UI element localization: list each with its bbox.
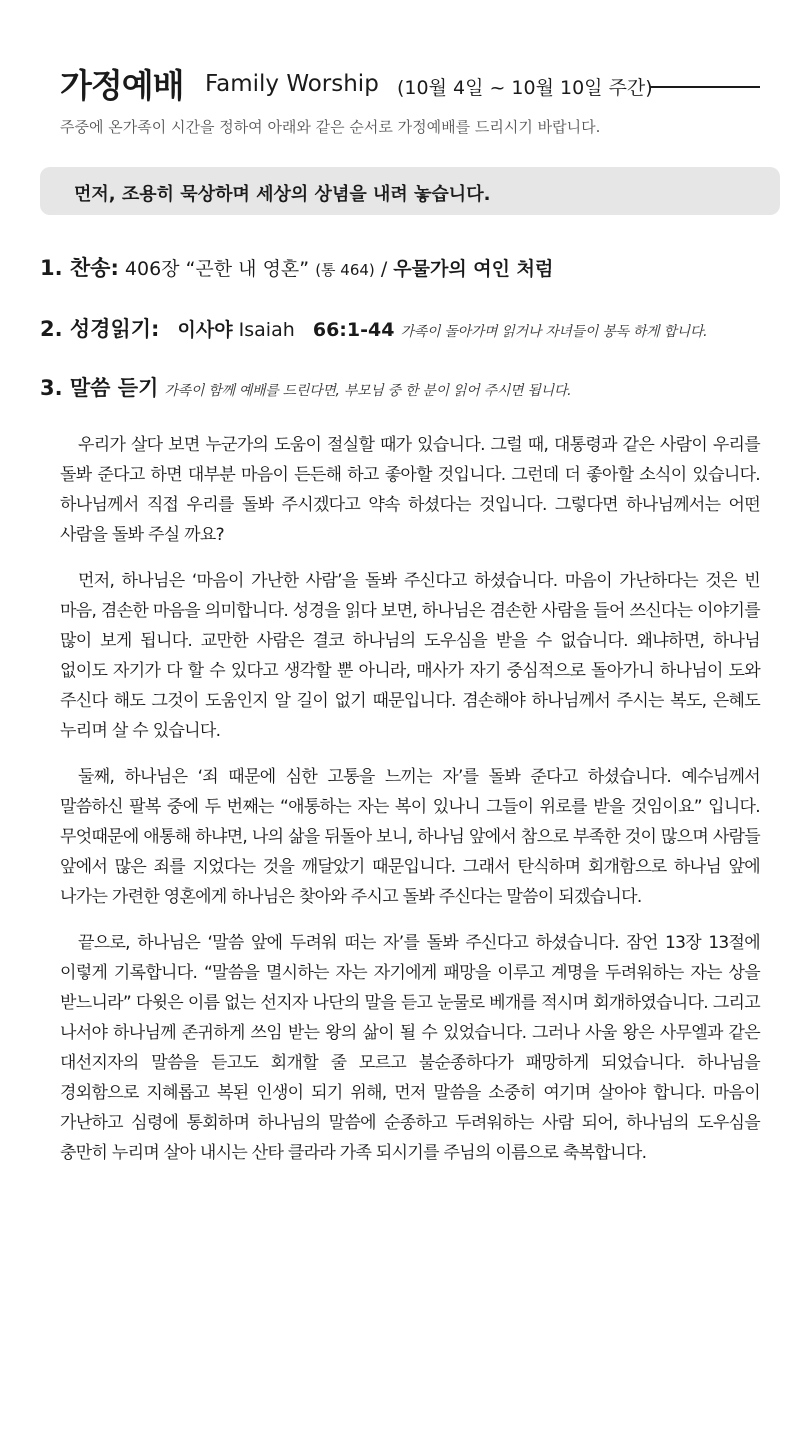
page-title-english: Family Worship (205, 71, 379, 97)
header-rule (650, 86, 760, 88)
hymn-separator: / (380, 258, 388, 280)
date-range: (10월 4일 ~ 10월 10일 주간) (397, 77, 653, 99)
sermon-paragraph: 끝으로, 하나님은 ‘말씀 앞에 두려워 떠는 자’를 돌봐 주신다고 하셨습니다. 잠언 13장 13절에 이렇게 기록합니다. “말씀을 멸시하는 자는 자기에게 패망을 이루고 계명을 두려워하는 자는 상을 받느니라” 다윗은 이름 없는 선지자 나단의 말을 듣고 눈물로 베개를 적시며 회개하였습니다. 그리고 나서야 하나님께 존귀하게 쓰임 받는 왕의 삶이 될 수 있었습니다. 그러나 사울 왕은 사무엘과 같은 대선지자의 말씀을 듣고도 회개할 줄 모르고 불순종하다가 패망하게 되었습니다. 하나님을 경외함으로 지혜롭고 복된 인생이 되기 위해, 먼저 말씀을 소중히 여기며 살아야 합니다. 마음이 가난하고 심령에 통회하며 하나님의 말씀에 순종하고 두려워하는 사람 되어, 하나님의 도우심을 충만히 누리며 살아 내시는 산타 클라라 가족 되시기를 주님의 이름으로 축복합니다. (60, 933, 760, 1163)
sermon-label: 3. 말씀 듣기 (40, 376, 159, 400)
sermon-body (60, 430, 760, 1184)
meditation-banner (40, 167, 780, 215)
banner-text: 먼저, 조용히 묵상하며 세상의 상념을 내려 놓습니다. (74, 184, 491, 205)
sermon-item (40, 372, 571, 402)
page-title: 가정예배 (60, 66, 184, 105)
sermon-note: 가족이 함께 예배를 드린다면, 부모님 중 한 분이 읽어 주시면 됩니다. (164, 383, 572, 399)
scripture-item (40, 313, 707, 343)
hymn-alt-song: 우물가의 여인 처럼 (393, 258, 554, 280)
hymn-label: 1. 찬송: (40, 256, 119, 280)
page-header (60, 58, 760, 108)
scripture-book-ko: 이사야 (177, 319, 233, 341)
sermon-paragraph: 먼저, 하나님은 ‘마음이 가난한 사람’을 돌봐 주신다고 하셨습니다. 마음이 가난하다는 것은 빈 마음, 겸손한 마음을 의미합니다. 성경을 읽다 보면, 하나님은 겸손한 사람을 들어 쓰신다는 이야기를 많이 보게 됩니다. 교만한 사람은 결코 하나님의 도우심을 받을 수 없습니다. 왜냐하면, 하나님 없이도 자기가 다 할 수 있다고 생각할 뿐 아니라, 매사가 자기 중심적으로 돌아가니 하나님이 도와 주신다 해도 그것이 도움인지 알 길이 없기 때문입니다. 겸손해야 하나님께서 주시는 복도, 은혜도 누리며 살 수 있습니다. (60, 571, 760, 741)
sermon-paragraph: 우리가 살다 보면 누군가의 도움이 절실할 때가 있습니다. 그럴 때, 대통령과 같은 사람이 우리를 돌봐 준다고 하면 대부분 마음이 든든해 하고 좋아할 것입니다. 그런데 더 좋아할 소식이 있습니다. 하나님께서 직접 우리를 돌봐 주시겠다고 약속 하셨다는 것입니다. 그렇다면 하나님께서는 어떤 사람을 돌봐 주실 까요? (60, 435, 760, 545)
sermon-paragraph: 둘째, 하나님은 ‘죄 때문에 심한 고통을 느끼는 자’를 돌봐 준다고 하셨습니다. 예수님께서 말씀하신 팔복 중에 두 번째는 “애통하는 자는 복이 있나니 그들이 위로를 받을 것임이요” 입니다. 무엇때문에 애통해 하냐면, 나의 삶을 뒤돌아 보니, 하나님 앞에서 참으로 부족한 것이 많으며 사람들 앞에서 많은 죄를 지었다는 것을 깨달았기 때문입니다. 그래서 탄식하며 회개함으로 하나님 앞에 나가는 가련한 영혼에게 하나님은 찾아와 주시고 돌봐 주신다는 말씀이 되겠습니다. (60, 767, 760, 907)
hymn-number: 406장 (124, 258, 180, 280)
instructions-text: 주중에 온가족이 시간을 정하여 아래와 같은 순서로 가정예배를 드리시기 바랍니다. (60, 118, 601, 136)
scripture-book-en: Isaiah (238, 319, 295, 341)
hymn-item (40, 252, 553, 282)
hymn-old-number: (통 464) (315, 261, 375, 279)
scripture-label: 2. 성경읽기: (40, 317, 160, 341)
scripture-reference: 66:1-44 (312, 319, 395, 341)
hymn-title: “곤한 내 영혼” (185, 258, 310, 280)
scripture-note: 가족이 돌아가며 읽거나 자녀들이 봉독 하게 합니다. (400, 324, 708, 340)
